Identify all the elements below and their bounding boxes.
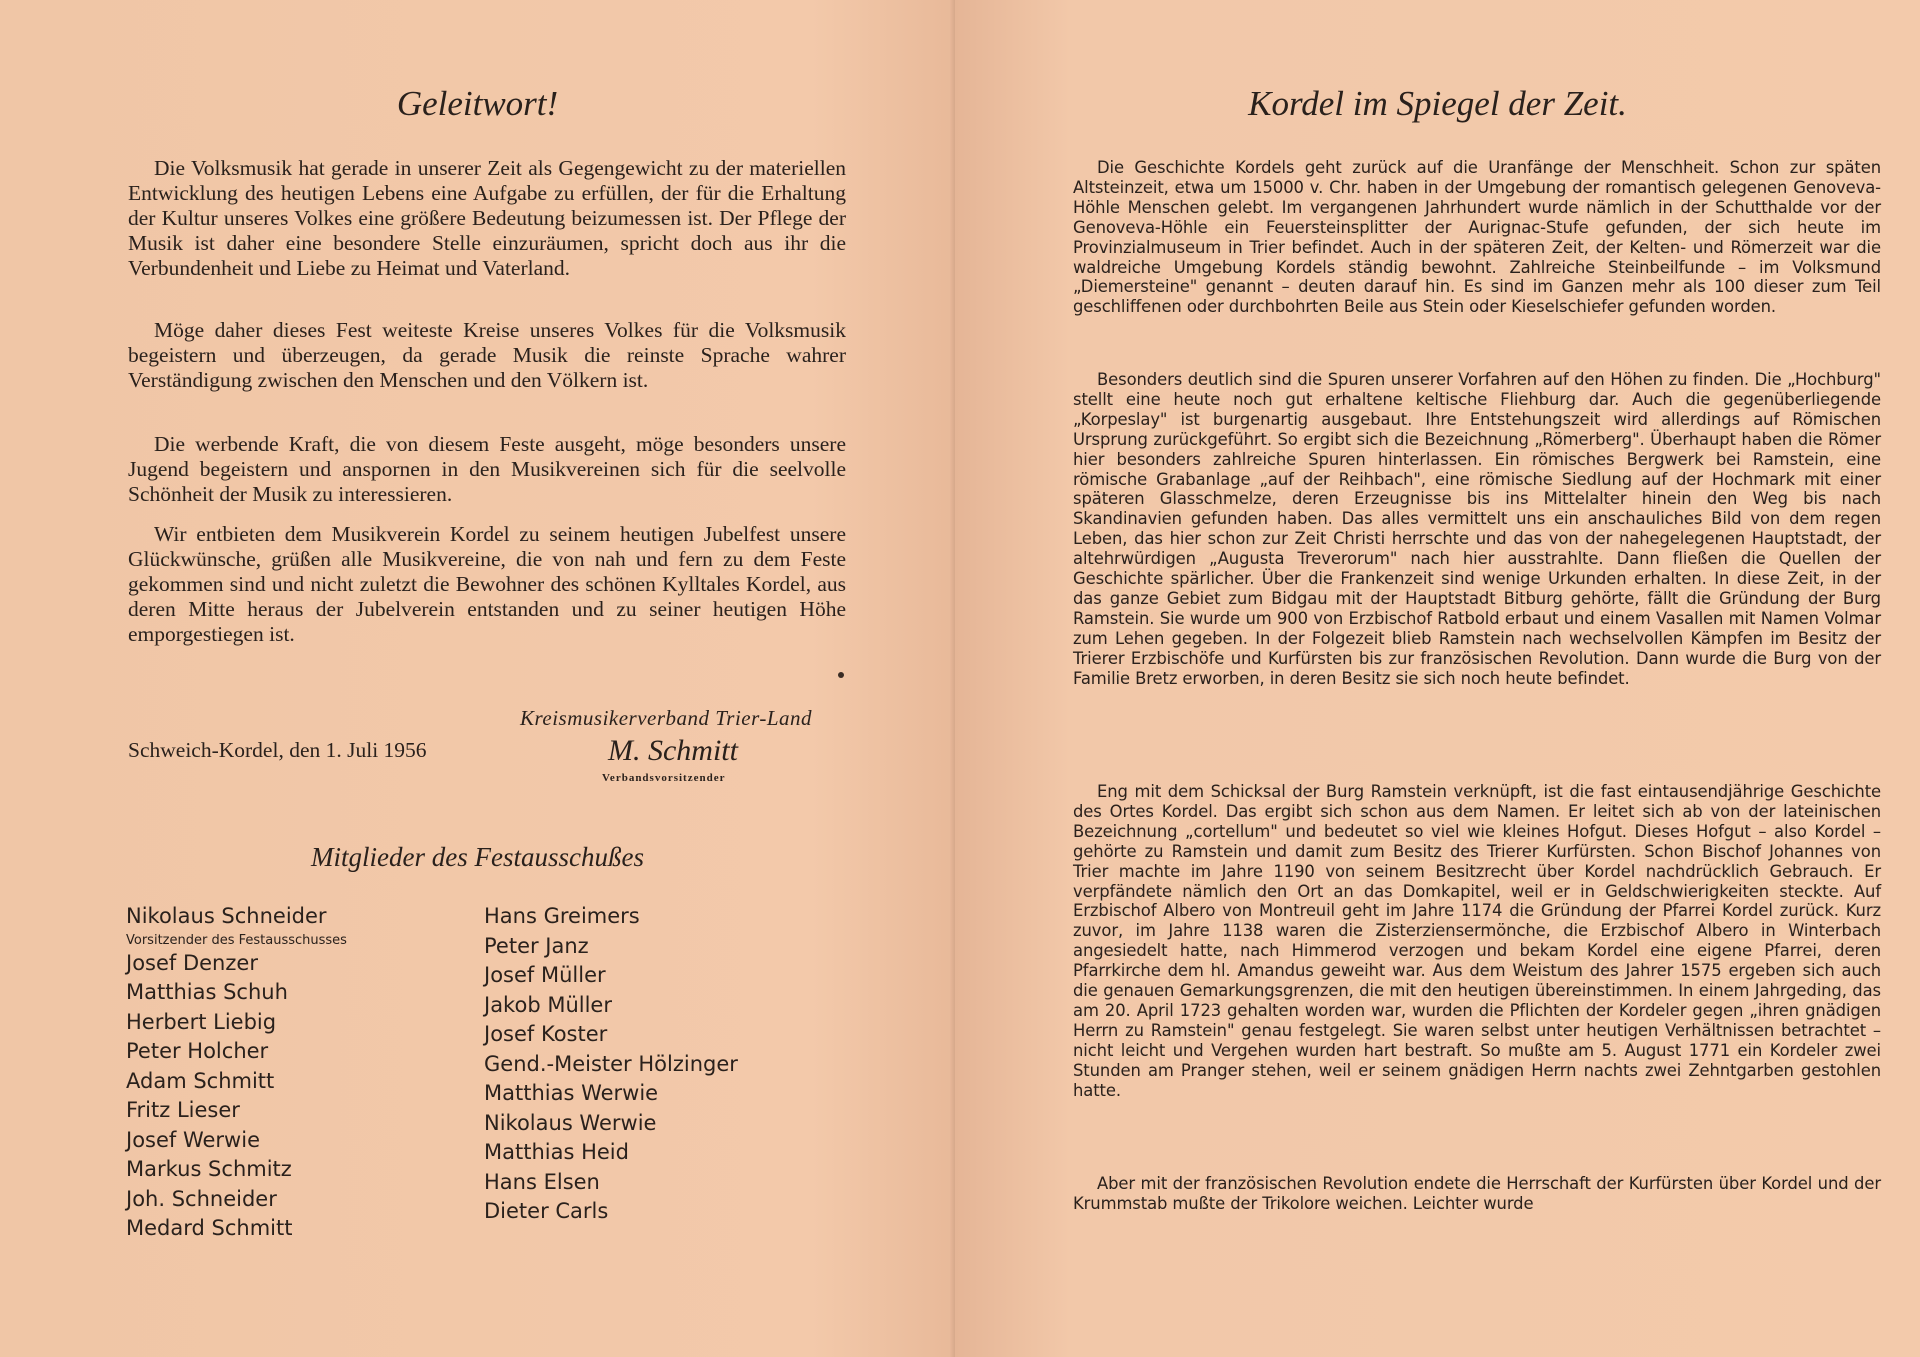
right-page [955, 0, 1920, 1357]
members-list-left [126, 902, 347, 1244]
members-heading: Mitglieder des Festausschußes [311, 842, 644, 872]
place-date: Schweich-Kordel, den 1. Juli 1956 [128, 738, 427, 762]
member-name: Markus Schmitz [126, 1157, 292, 1181]
member-name: Peter Holcher [126, 1039, 269, 1063]
member-name: Matthias Heid [484, 1140, 629, 1164]
member-name: Herbert Liebig [126, 1009, 277, 1034]
member-name: Medard Schmitt [126, 1216, 293, 1240]
right-page-title: Kordel im Spiegel der Zeit. [1248, 84, 1627, 123]
ink-speck [838, 672, 844, 678]
member-name: Nikolaus Werwie [484, 1110, 657, 1135]
organization-name: Kreismusikerverband Trier-Land [520, 706, 813, 730]
foreword-paragraph-4: Wir entbieten dem Musikverein Kordel zu seinem heutigen Jubelfest unsere Glückwünsche, grüßen alle Musikvereine, die von nah und fern zu dem Feste gekommen sind und nicht zuletzt die Bewohner des schönen Kylltales Kordel, aus deren Mitte heraus der Jubelverein entstanden und zu seiner heutigen Höhe emporgestiegen ist. [128, 522, 846, 646]
member-name: Jakob Müller [484, 992, 612, 1017]
foreword-paragraph-2: Möge daher dieses Fest weiteste Kreise unseres Volkes für die Volksmusik begeistern und überzeugen, da gerade Musik die reinste Sprache wahrer Verständigung zwischen den Menschen und den Völkern ist. [128, 318, 846, 392]
member-name: Joh. Schneider [126, 1186, 277, 1211]
signature: M. Schmitt [608, 734, 738, 767]
history-paragraph-4: Aber mit der französischen Revolution endete die Herrschaft der Kurfürsten über Kordel und der Krummstab mußte der Trikolore weichen. Leichter wurde [1073, 1174, 1881, 1213]
member-name: Adam Schmitt [126, 1068, 275, 1093]
foreword-paragraph-3: Die werbende Kraft, die von diesem Feste ausgeht, möge besonders unsere Jugend begeistern und anspornen in den Musikvereinen sich für die seelvolle Schönheit der Musik zu interessieren. [128, 432, 846, 506]
members-list-right [484, 902, 738, 1227]
history-paragraph-1: Die Geschichte Kordels geht zurück auf die Uranfänge der Menschheit. Schon zur späten Altsteinzeit, etwa um 15000 v. Chr. haben in der Umgebung der romantisch gelegenen Genoveva-Höhle Menschen gelebt. Im vergangenen Jahrhundert wurde nämlich in der Schutthalde vor der Genoveva-Höhle ein Feuersteinsplitter der Aurignac-Stufe gefunden, der sich heute im Provinzialmuseum in Trier befindet. Auch in der späteren Zeit, der Kelten- und Römerzeit war die waldreiche Umgebung Kordels ständig bewohnt. Zahlreiche Steinbeilfunde – im Volksmund „Diemersteine" genannt – deuten darauf hin. Es sind im Ganzen mehr als 100 dieser zum Teil geschliffenen oder durchbohrten Beile aus Stein oder Kieselschiefer gefunden worden. [1073, 158, 1881, 317]
member-name: Matthias Schuh [126, 980, 288, 1004]
member-name: Matthias Werwie [484, 1081, 659, 1105]
left-page-title: Geleitwort! [396, 84, 559, 123]
member-role: Vorsitzender des Festausschusses [126, 932, 347, 948]
history-paragraph-2: Besonders deutlich sind die Spuren unserer Vorfahren auf den Höhen zu finden. Die „Hochburg" stellt eine heute noch gut erhaltene keltische Fliehburg dar. Auch die gegenüberliegende „Korpeslay" ist burgenartig ausgebaut. Ihre Entstehungszeit wird allerdings auf Römischen Ursprung zurückgeführt. So ergibt sich die Bezeichnung „Römerberg". Überhaupt haben die Römer hier besonders zahlreiche Spuren hinterlassen. Ein römisches Bergwerk bei Ramstein, eine römische Grabanlage „auf der Reihbach", eine römische Siedlung auf der Hochmark mit einer späteren Glasschmelze, deren Erzeugnisse bis ins Mittelalter hinein den Weg bis nach Skandinavien gefunden haben. Das alles vermittelt uns ein anschauliches Bild von dem regen Leben, das hier schon zur Zeit Christi herrschte und das von der nahegelegenen Hauptstadt, der altehrwürdigen „Augusta Treverorum" nach hier ausstrahlte. Dann fließen die Quellen der Geschichte spärlicher. Über die Frankenzeit sind wenige Urkunden erhalten. In diese Zeit, in der das ganze Gebiet zum Bidgau mit der Hauptstadt Bitburg gehörte, fällt die Gründung der Burg Ramstein. Sie wurde um 900 von Erzbischof Ratbold erbaut und einem Vasallen mit Namen Volmar zum Lehen gegeben. In der Folgezeit blieb Ramstein nach wechselvollen Kämpfen im Besitz der Trierer Erzbischöfe und Kurfürsten bis zur französischen Revolution. Dann wurde die Burg von der Familie Bretz erworben, in deren Besitz sie sich noch heute befindet. [1073, 370, 1881, 688]
history-paragraph-3: Eng mit dem Schicksal der Burg Ramstein verknüpft, ist die fast eintausendjährige Geschichte des Ortes Kordel. Das ergibt sich schon aus dem Namen. Er leitet sich ab von der lateinischen Bezeichnung „cortellum" und bedeutet so viel wie kleines Hofgut. Dieses Hofgut – also Kordel – gehörte zu Ramstein und damit zum Besitz des Trierer Kurfürsten. Schon Bischof Johannes von Trier machte im Jahre 1190 von seinem Besitzrecht über Kordel nachdrücklich Gebrauch. Er verpfändete nämlich den Ort an das Domkapitel, weil er in Geldschwierigkeiten steckte. Auf Erzbischof Albero von Montreuil geht im Jahre 1174 die Gründung der Pfarrei Kordel zurück. Kurz zuvor, im Jahre 1138 waren die Zisterziensermönche, die Erzbischof Albero in Winterbach angesiedelt hatte, nach Himmerod verzogen und bekam Kordel eine eigene Pfarrei, deren Pfarrkirche dem hl. Amandus geweiht war. Aus dem Weistum des Jahrer 1575 ergeben sich auch die genauen Gemarkungsgrenzen, die mit den heutigen übereinstimmen. In einem Jahrgeding, das am 20. April 1723 gehalten worden war, wurden die Pflichten der Kordeler gegen „ihren gnädigen Herrn zu Ramstein" genau festgelegt. Sie waren selbst unter heutigen Verhältnissen betrachtet – nicht leicht und Vergehen wurden hart bestraft. So mußte am 5. August 1771 ein Kordeler zwei Stunden am Pranger stehen, weil er seinem gnädigen Herrn nachts zwei Zehntgarben gestohlen hatte. [1073, 782, 1881, 1100]
member-name: Josef Denzer [126, 950, 258, 975]
member-name: Nikolaus Schneider [126, 904, 327, 928]
member-name: Hans Elsen [484, 1169, 600, 1194]
left-page [0, 0, 955, 1357]
member-name: Josef Müller [484, 963, 606, 987]
signature-role: Verbandsvorsitzender [602, 772, 726, 784]
member-name: Hans Greimers [484, 904, 640, 928]
member-name: Josef Koster [484, 1022, 608, 1046]
foreword-paragraph-1: Die Volksmusik hat gerade in unserer Zeit als Gegengewicht zu der materiellen Entwicklung des heutigen Lebens eine Aufgabe zu erfüllen, der für die Erhaltung der Kultur unseres Volkes eine größere Bedeutung beizumessen ist. Der Pflege der Musik ist daher eine besondere Stelle einzuräumen, spricht doch aus ihr die Verbundenheit und Liebe zu Heimat und Vaterland. [128, 156, 846, 280]
member-name: Josef Werwie [126, 1127, 260, 1152]
member-name: Gend.-Meister Hölzinger [484, 1051, 738, 1076]
member-name: Dieter Carls [484, 1199, 609, 1223]
member-name: Peter Janz [484, 933, 589, 958]
member-name: Fritz Lieser [126, 1098, 240, 1122]
